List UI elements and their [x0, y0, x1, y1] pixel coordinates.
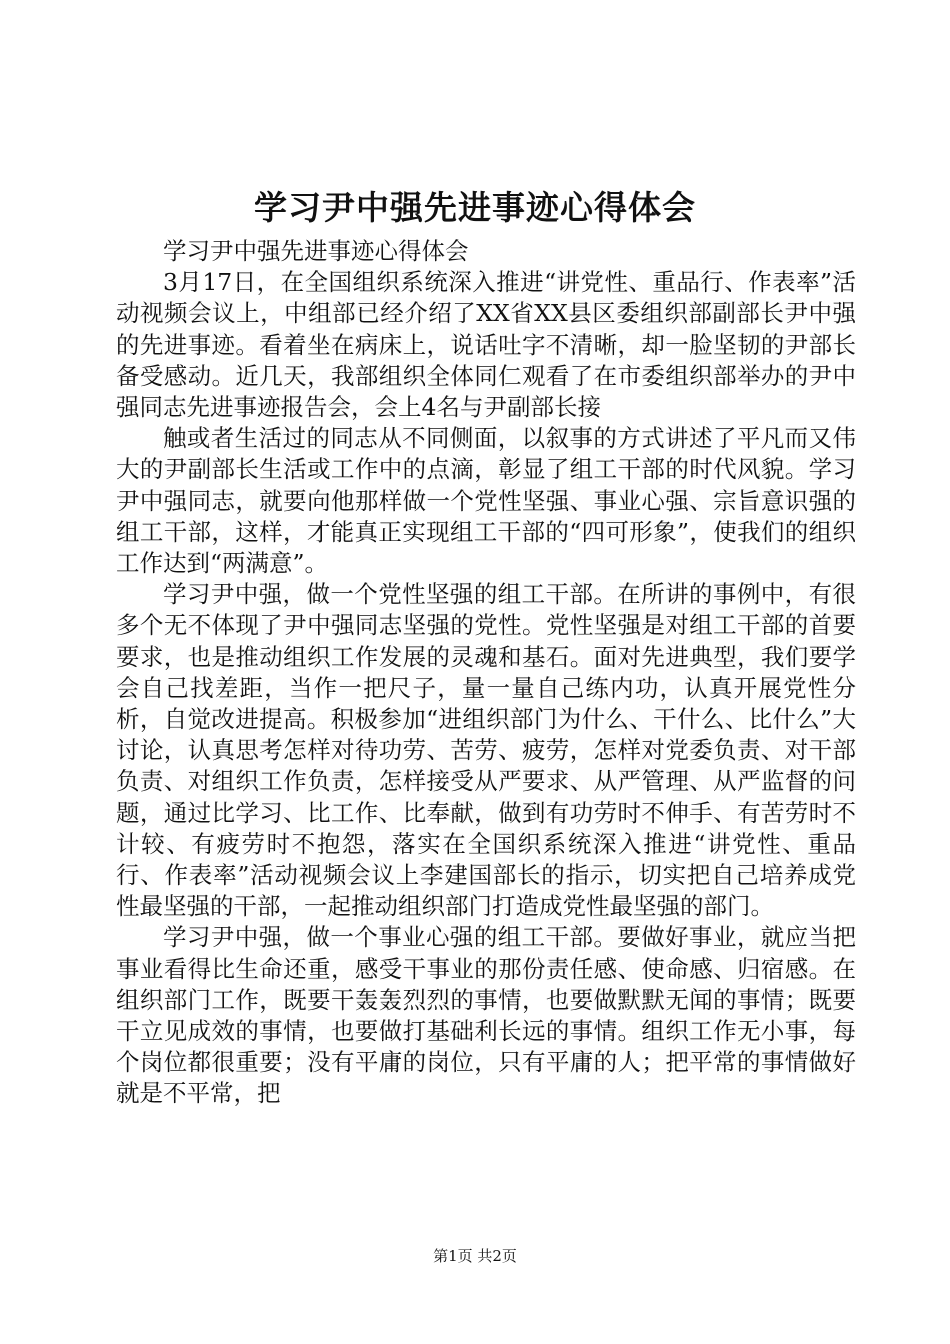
paragraph-party-spirit: 学习尹中强，做一个党性坚强的组工干部。在所讲的事例中，有很多个无不体现了尹中强同志坚强的党性。党性坚强是对组工干部的首要要求，也是推动组织工作发展的灵魂和基石。面对先进典型，我们要学会自己找差距，当作一把尺子，量一量自己练内功，认真开展党性分析，自觉改进提高。积极参加“进组织部门为什么、干什么、比什么”大讨论，认真思考怎样对待功劳、苦劳、疲劳，怎样对党委负责、对干部负责、对组织工作负责，怎样接受从严要求、从严管理、从严监督的问题，通过比学习、比工作、比奉献，做到有功劳时不伸手、有苦劳时不计较、有疲劳时不抱怨，落实在全国织系统深入推进“讲党性、重品行、作表率”活动视频会议上李建国部长的指示，切实把自己培养成党性最坚强的干部，一起推动组织部门打造成党性最坚强的部门。 — [116, 580, 856, 921]
paragraph-subtitle: 学习尹中强先进事迹心得体会 — [163, 237, 469, 265]
document-body — [116, 236, 856, 1110]
page-footer: 第1页 共2页 — [433, 1247, 517, 1265]
document-title: 学习尹中强先进事迹心得体会 — [254, 188, 696, 227]
paragraph-intro: 3月17日，在全国组织系统深入推进“讲党性、重品行、作表率”活动视频会议上，中组部已经介绍了XX省XX县区委组织部副部长尹中强的先进事迹。看着坐在病床上，说话吐字不清晰，却一脸坚韧的尹部长备受感动。近几天，我部组织全体同仁观看了在市委组织部举办的尹中强同志先进事迹报告会，会上4名与尹副部长接 — [116, 268, 856, 422]
paragraph-career-dedication: 学习尹中强，做一个事业心强的组工干部。要做好事业，就应当把事业看得比生命还重，感受干事业的那份责任感、使命感、归宿感。在组织部门工作，既要干轰轰烈烈的事情，也要做默默无闻的事情；既要干立见成效的事情，也要做打基础利长远的事情。组织工作无小事，每个岗位都很重要；没有平庸的岗位，只有平庸的人；把平常的事情做好就是不平常，把 — [116, 923, 856, 1108]
paragraph-continuation: 触或者生活过的同志从不同侧面，以叙事的方式讲述了平凡而又伟大的尹副部长生活或工作中的点滴，彰显了组工干部的时代风貌。学习尹中强同志，就要向他那样做一个党性坚强、事业心强、宗旨意识强的组工干部，这样，才能真正实现组工干部的“四可形象”，使我们的组织工作达到“两满意”。 — [116, 424, 856, 578]
